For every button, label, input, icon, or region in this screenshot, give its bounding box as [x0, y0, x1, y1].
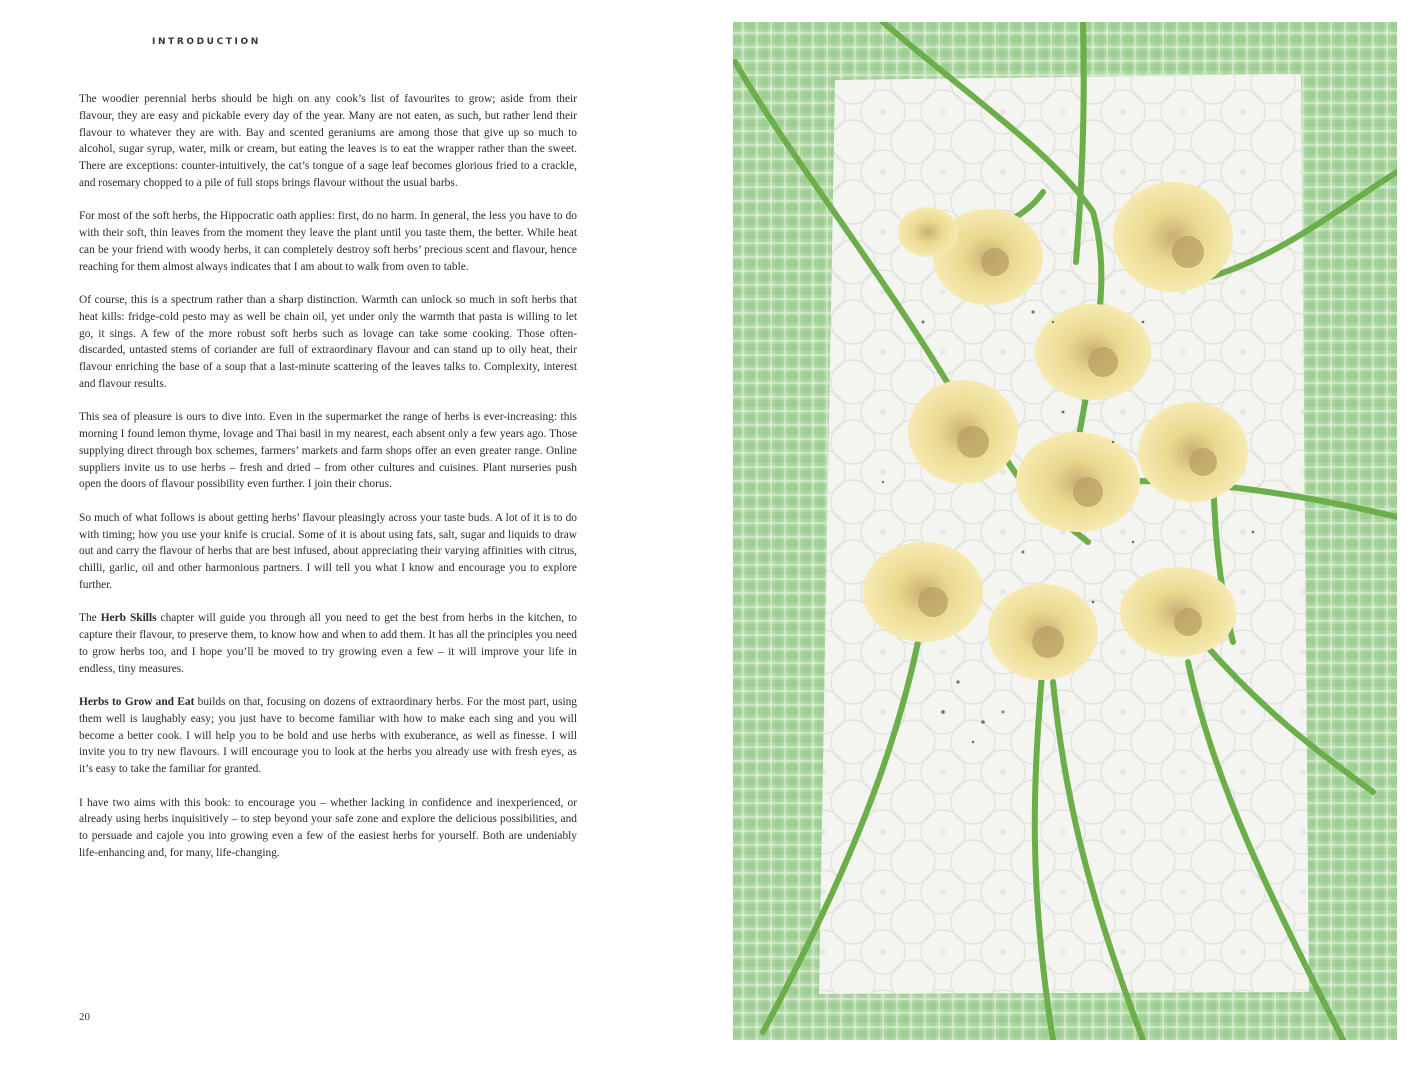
page-number: 20 [79, 1011, 90, 1023]
paragraph-6-lead: The [79, 612, 101, 625]
paragraph-6-text: chapter will guide you through all you need to get the best from herbs in the kitchen, to capture their flavour, to preserve them, to know how and when to add them. It has all the principles you need to grow herbs too, and I hope you’ll be moved to try growing even a few – it will improve your life in endless, tiny measures. [79, 612, 577, 675]
paragraph-7-text: builds on that, focusing on dozens of extraordinary herbs. For the most part, using them well is laughably easy; you just have to become familiar with how to make each sing and you will become a better cook. I will help you to be bold and use herbs with exuberance, as well as finesse. I will invite you to try new flavours. I will encourage you to look at the herbs you already use with fresh eyes, as it’s easy to take the familiar for granted. [79, 696, 577, 775]
paper-towel [819, 74, 1309, 994]
paragraph-8: I have two aims with this book: to encourage you – whether lacking in confidence and inexperienced, or already using herbs inquisitively – to step beyond your safe zone and explore the delicious possibilities, and to persuade and cajole you into growing even a few of the easiest herbs for yourself. Both are undeniably life-enhancing and, for many, life-changing. [79, 796, 577, 859]
running-head: INTRODUCTION [152, 37, 261, 47]
paragraph-7 [79, 694, 577, 778]
herb-skills-chapter-title: Herb Skills [100, 612, 157, 625]
fried-herb-flowers-photo [733, 22, 1397, 1040]
paragraph-6 [79, 610, 577, 677]
paragraph-5: So much of what follows is about getting herbs’ flavour pleasingly across your taste buds. A lot of it is to do with timing; how you use your knife is crucial. Some of it is about using fats, salt, sugar and liquids to draw out and carry the flavour of herbs that are best infused, about appreciating their varying affinities with citrus, chilli, garlic, oil and other harmonious partners. I will tell you what I know and encourage you to explore further. [79, 511, 577, 591]
paragraph-2: For most of the soft herbs, the Hippocratic oath applies: first, do no harm. In general, the less you have to do with their soft, thin leaves from the moment they leave the plant until you taste them, the better. While heat can be your friend with woody herbs, it can completely destroy soft herbs’ precious scent and flavour, hence reaching for them almost always indicates that I am about to walk from oven to table. [79, 210, 577, 273]
photo-illustration [733, 22, 1397, 1040]
paragraph-3: Of course, this is a spectrum rather than a sharp distinction. Warmth can unlock so much in soft herbs that heat kills: fridge-cold pesto may as well be chain oil, yet under only the warmth that pasta is willing to let go, it sings. A few of the more robust soft herbs such as lovage can take some cooking. Those often-discarded, untasted stems of coriander are full of extraordinary flavour and can stand up to oily heat, their flavour enriching the base of a soup that a last-minute scattering of the leaves talks to. Complexity, interest and flavour results. [79, 294, 577, 390]
body-text [79, 91, 577, 878]
paragraph-1: The woodier perennial herbs should be high on any cook’s list of favourites to grow; aside from their flavour, they are easy and pickable every day of the year. Many are not eaten, as such, but rather lend their flavour to whatever they are with. Bay and scented geraniums are among those that give up so much to alcohol, sugar syrup, water, milk or cream, but eating the leaves is to eat the wrapper rather than the sweet. There are exceptions: counter-intuitively, the cat’s tongue of a sage leaf becomes glorious fried to a crackle, and rosemary chopped to a pile of full stops brings flavour without the usual barbs. [79, 93, 577, 189]
paragraph-4: This sea of pleasure is ours to dive into. Even in the supermarket the range of herbs is ever-increasing: this morning I found lemon thyme, lovage and Thai basil in my nearest, each absent only a few years ago. Those supplying direct through box schemes, farmers’ markets and farm shops offer an even greater range. Online suppliers invite us to use herbs – fresh and dried – from other cultures and cuisines. Plant nurseries push open the doors of flavour possibility even further. I join their chorus. [79, 411, 577, 491]
herbs-to-grow-chapter-title: Herbs to Grow and Eat [79, 696, 195, 708]
